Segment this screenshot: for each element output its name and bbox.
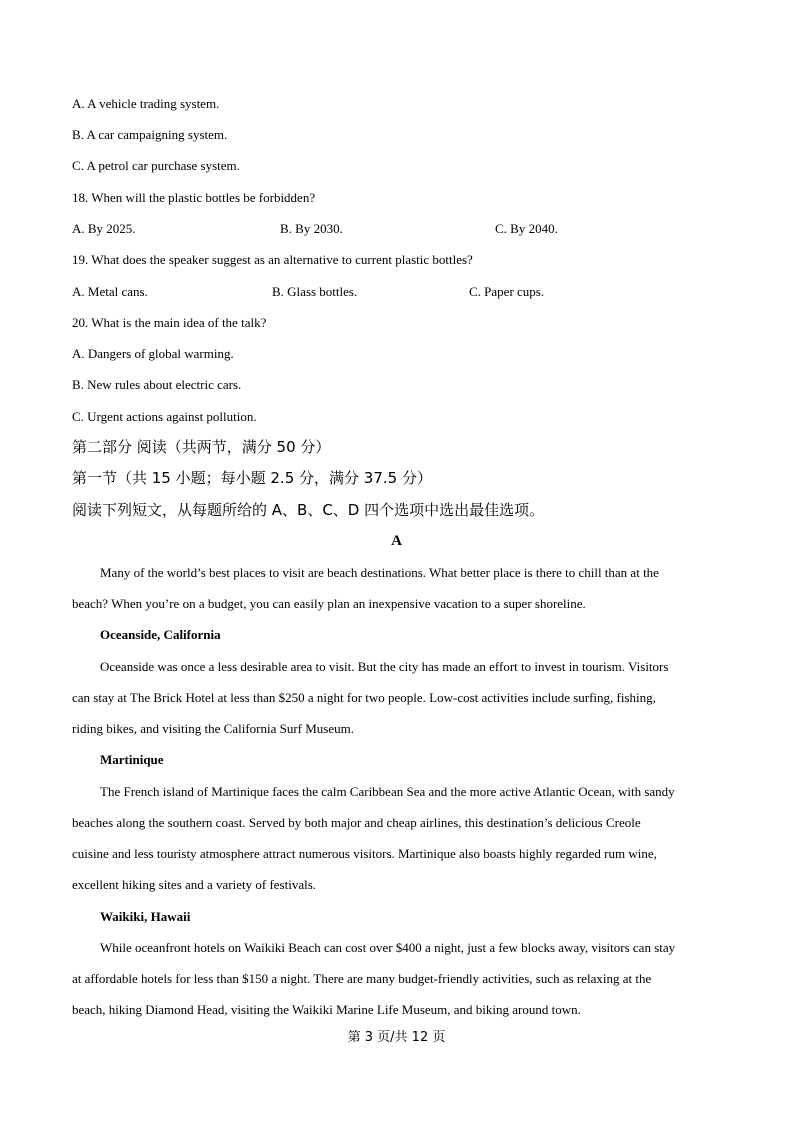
oceanside-line-2: can stay at The Brick Hotel at less than $250 a night for two people. Low-cost activities include surfing, fishing,: [72, 690, 656, 705]
part-heading: 第二部分 阅读（共两节，满分 50 分）: [72, 438, 331, 456]
q20-option-a: A. Dangers of global warming.: [72, 346, 234, 361]
q19-option-c: C. Paper cups.: [469, 284, 545, 299]
martinique-line-4: excellent hiking sites and a variety of festivals.: [72, 877, 317, 892]
q20-option-b: B. New rules about electric cars.: [72, 377, 242, 392]
waikiki-line-1: While oceanfront hotels on Waikiki Beach can cost over $400 a night, just a few blocks away, visitors can stay: [100, 940, 676, 955]
q19-question: 19. What does the speaker suggest as an alternative to current plastic bottles?: [72, 252, 473, 267]
section-heading: 第一节（共 15 小题；每小题 2.5 分，满分 37.5 分）: [72, 469, 432, 487]
q19-option-a: A. Metal cans.: [72, 284, 148, 299]
oceanside-title: Oceanside, California: [100, 627, 221, 642]
passage-label: A: [391, 533, 402, 549]
martinique-line-1: The French island of Martinique faces the calm Caribbean Sea and the more active Atlantic Ocean, with sandy: [100, 784, 675, 799]
intro-line-2: beach? When you’re on a budget, you can easily plan an inexpensive vacation to a super shoreline.: [72, 596, 586, 611]
oceanside-line-1: Oceanside was once a less desirable area to visit. But the city has made an effort to invest in tourism. Visitors: [100, 659, 669, 674]
q18-option-c: C. By 2040.: [495, 221, 558, 236]
page-footer: 第 3 页/共 12 页: [347, 1030, 446, 1045]
q17-option-a: A. A vehicle trading system.: [72, 96, 220, 111]
reading-instruction: 阅读下列短文，从每题所给的 A、B、C、D 四个选项中选出最佳选项。: [72, 501, 545, 519]
q18-option-b: B. By 2030.: [280, 221, 343, 236]
q18-question: 18. When will the plastic bottles be forbidden?: [72, 190, 316, 205]
intro-line-1: Many of the world’s best places to visit are beach destinations. What better place is there to chill than at the: [100, 565, 659, 580]
q17-option-b: B. A car campaigning system.: [72, 127, 228, 142]
q20-option-c: C. Urgent actions against pollution.: [72, 409, 257, 424]
martinique-line-3: cuisine and less touristy atmosphere attract numerous visitors. Martinique also boasts highly regarded rum wine,: [72, 846, 657, 861]
q17-option-c: C. A petrol car purchase system.: [72, 158, 240, 173]
q18-option-a: A. By 2025.: [72, 221, 136, 236]
q19-option-b: B. Glass bottles.: [272, 284, 358, 299]
q20-question: 20. What is the main idea of the talk?: [72, 315, 267, 330]
oceanside-line-3: riding bikes, and visiting the California Surf Museum.: [72, 721, 354, 736]
waikiki-title: Waikiki, Hawaii: [100, 909, 191, 924]
martinique-line-2: beaches along the southern coast. Served by both major and cheap airlines, this destination’s delicious Creole: [72, 815, 641, 830]
waikiki-line-2: at affordable hotels for less than $150 a night. There are many budget-friendly activities, such as relaxing at the: [72, 971, 652, 986]
waikiki-line-3: beach, hiking Diamond Head, visiting the Waikiki Marine Life Museum, and biking around town.: [72, 1002, 581, 1017]
martinique-title: Martinique: [100, 752, 164, 767]
